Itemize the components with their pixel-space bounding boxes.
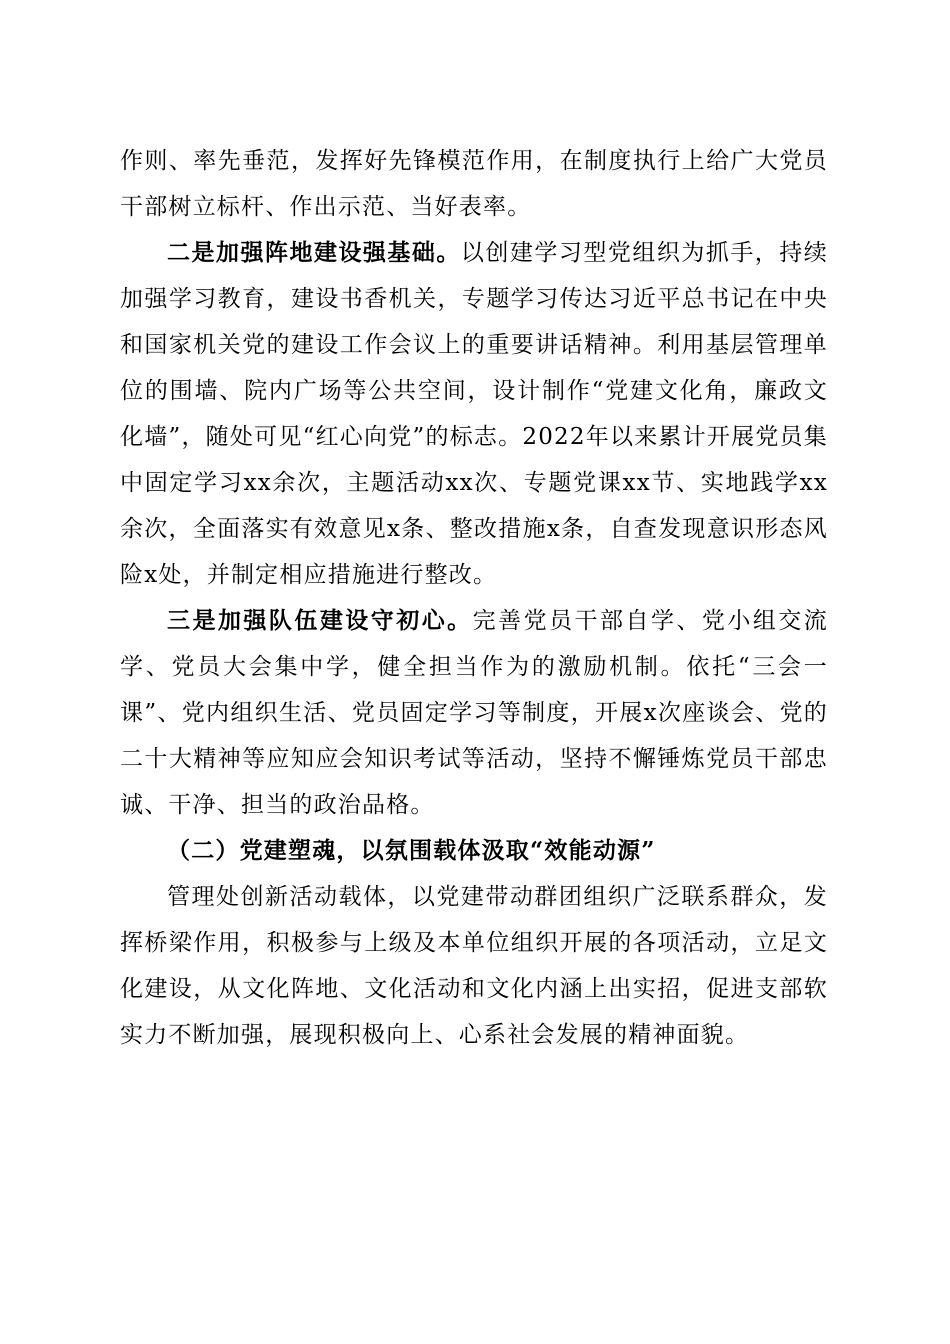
paragraph-lead: 三是加强队伍建设守初心。 xyxy=(167,607,473,634)
paragraph-text: 作则、率先垂范，发挥好先锋模范作用，在制度执行上给广大党员干部树立标杆、作出示范、当好表率。 xyxy=(120,148,828,220)
paragraph-activity-carrier xyxy=(120,874,828,1058)
paragraph-text: 以创建学习型党组织为抓手，持续加强学习教育，建设书香机关，专题学习传达习近平总书记在中央和国家机关党的建设工作会议上的重要讲话精神。利用基层管理单位的围墙、院内广场等公共空间，设计制作“党建文化角，廉政文化墙”，随处可见“红心向党”的标志。2022年以来累计开展党员集中固定学习xx余次，主题活动xx次、专题党课xx节、实地践学xx余次，全面落实有效意见x条、整改措施x条，自查发现意识形态风险x处，并制定相应措施进行整改。 xyxy=(120,240,828,588)
paragraph-text: 完善党员干部自学、党小组交流学、党员大会集中学，健全担当作为的激励机制。依托“三会一课”、党内组织生活、党员固定学习等制度，开展x次座谈会、党的二十大精神等应知应会知识考试等活动，坚持不懈锤炼党员干部忠诚、干净、担当的政治品格。 xyxy=(120,608,828,818)
paragraph-position-building xyxy=(120,230,828,598)
paragraph-team-building xyxy=(120,598,828,828)
paragraph-text: 管理处创新活动载体，以党建带动群团组织广泛联系群众，发挥桥梁作用，积极参与上级及本单位组织开展的各项活动，立足文化建设，从文化阵地、文化活动和文化内涵上出实招，促进支部软实力不断加强，展现积极向上、心系社会发展的精神面貌。 xyxy=(120,884,828,1048)
paragraph-lead: 二是加强阵地建设强基础。 xyxy=(167,239,461,266)
paragraph-continuation xyxy=(120,138,828,230)
document-page xyxy=(120,138,828,1058)
section-heading: （二）党建塑魂，以氛围载体汲取“效能动源” xyxy=(167,837,656,864)
